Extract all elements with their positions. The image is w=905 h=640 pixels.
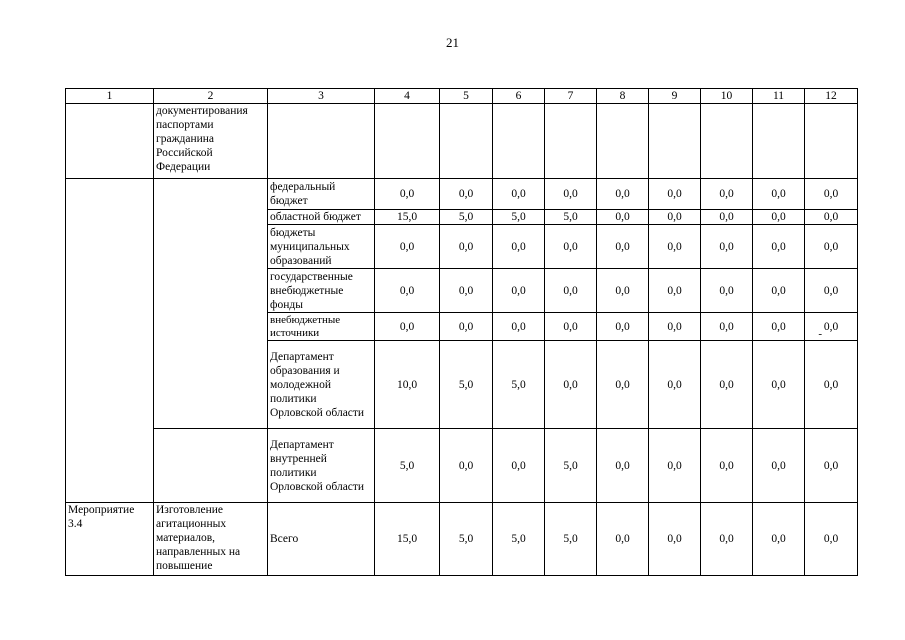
value-cell: 0,0 [701,313,753,341]
value-cell: 0,0 [649,503,701,576]
value-cell: 0,0 [753,179,805,210]
value-cell: 0,0 [440,429,493,503]
value-cell: 0,0 [753,210,805,225]
value-cell: 0,0 [545,341,597,429]
value-cell: 0,0 [375,313,440,341]
value-cell: 0,0 [753,313,805,341]
description-cell [154,429,268,503]
value-cell: 5,0 [440,503,493,576]
value-cell: 0,0 [649,429,701,503]
value-cell: 5,0 [545,429,597,503]
value-cell: 0,0 [805,429,858,503]
table-row [66,179,858,210]
table-row [66,104,858,179]
source-cell: федеральный бюджет [268,179,375,210]
value-cell [493,104,545,179]
description-cell: документирования паспортами гражданина Российской Федерации [154,104,268,179]
column-header: 10 [701,89,753,104]
value-cell: 0,0 [701,341,753,429]
value-cell: 0,0 [649,179,701,210]
value-cell: 0,0 [649,210,701,225]
table-row [66,503,858,576]
value-cell: 0,0 [701,210,753,225]
column-header: 5 [440,89,493,104]
value-cell: 0,0 [597,429,649,503]
value-cell: 0,0 [597,210,649,225]
source-cell: областной бюджет [268,210,375,225]
value-cell: 0,0 [493,313,545,341]
column-header: 3 [268,89,375,104]
value-cell: 0,0 [597,313,649,341]
value-cell: 0,0 [649,313,701,341]
value-cell: 0,0 [701,225,753,269]
value-cell: 0,0 [493,429,545,503]
column-header: 12 [805,89,858,104]
value-cell: 0,0 [597,503,649,576]
value-cell: 0,0 [440,269,493,313]
value-cell: 0,0 [805,225,858,269]
value-cell: 0,0 [701,269,753,313]
value-cell: 0,0 [753,429,805,503]
value-cell: 0,0 [597,225,649,269]
value-cell: 0,0 [649,225,701,269]
value-cell: 0,0 [753,269,805,313]
activity-cell [66,104,154,179]
value-cell: 5,0 [440,210,493,225]
value-cell [753,104,805,179]
column-header: 4 [375,89,440,104]
value-cell [805,104,858,179]
value-cell: 0,0 [493,179,545,210]
value-text: 0,0 [823,378,839,391]
description-cell: Изготовление агитационных материалов, направленных на повышение [154,503,268,576]
column-header: 9 [649,89,701,104]
value-cell: 0,0 [375,269,440,313]
value-cell [597,104,649,179]
column-header: 6 [493,89,545,104]
column-header: 8 [597,89,649,104]
value-cell: 5,0 [493,503,545,576]
value-cell: 0,0 [805,269,858,313]
value-cell: 0,0 [493,269,545,313]
value-cell: 5,0 [493,341,545,429]
value-cell: 0,0 [753,503,805,576]
value-cell: 10,0 [375,341,440,429]
value-cell: 0,0 [545,179,597,210]
value-cell: 0,0 [701,429,753,503]
value-cell: 0,0 [805,313,858,341]
description-cell [154,179,268,429]
table-row [66,429,858,503]
source-cell: бюджеты муниципальных образований [268,225,375,269]
source-cell [268,104,375,179]
value-cell: 5,0 [493,210,545,225]
value-cell: 5,0 [440,341,493,429]
source-cell: Департамент образования и молодежной политики Орловской области [268,341,375,429]
value-cell: 5,0 [545,210,597,225]
value-cell [545,104,597,179]
value-cell [805,328,858,429]
value-cell: 0,0 [440,225,493,269]
value-cell: 0,0 [805,503,858,576]
value-cell: 0,0 [493,225,545,269]
value-cell: 0,0 [753,341,805,429]
value-cell: 0,0 [649,269,701,313]
value-cell: 0,0 [805,210,858,225]
value-cell: 0,0 [440,179,493,210]
value-cell [701,104,753,179]
activity-cell: Мероприятие 3.4 [66,503,154,576]
value-cell: 0,0 [545,225,597,269]
column-header: 2 [154,89,268,104]
value-cell: 0,0 [753,225,805,269]
value-cell: 0,0 [545,313,597,341]
value-cell: 15,0 [375,210,440,225]
value-cell: 5,0 [545,503,597,576]
value-cell: 0,0 [805,179,858,210]
value-cell [375,104,440,179]
column-header: 11 [753,89,805,104]
value-cell: 0,0 [545,269,597,313]
value-cell: 0,0 [701,503,753,576]
value-cell: 0,0 [597,179,649,210]
value-cell: 0,0 [649,341,701,429]
value-cell: 0,0 [440,313,493,341]
page-number: 21 [446,35,459,50]
activity-cell [66,179,154,503]
stray-mark: - [818,328,822,340]
value-cell: 15,0 [375,503,440,576]
column-header: 1 [66,89,154,104]
source-cell: государственные внебюджетные фонды [268,269,375,313]
source-cell: внебюджетные источники [268,313,375,341]
value-cell: 0,0 [701,179,753,210]
value-cell: 5,0 [375,429,440,503]
column-header: 7 [545,89,597,104]
budget-table [65,88,858,576]
value-cell: 0,0 [375,179,440,210]
source-cell: Всего [268,503,375,576]
value-cell [440,104,493,179]
value-cell: 0,0 [597,269,649,313]
source-cell: Департамент внутренней политики Орловской области [268,429,375,503]
value-cell: 0,0 [375,225,440,269]
value-cell: 0,0 [597,341,649,429]
value-cell [649,104,701,179]
table-header-row [66,89,858,104]
